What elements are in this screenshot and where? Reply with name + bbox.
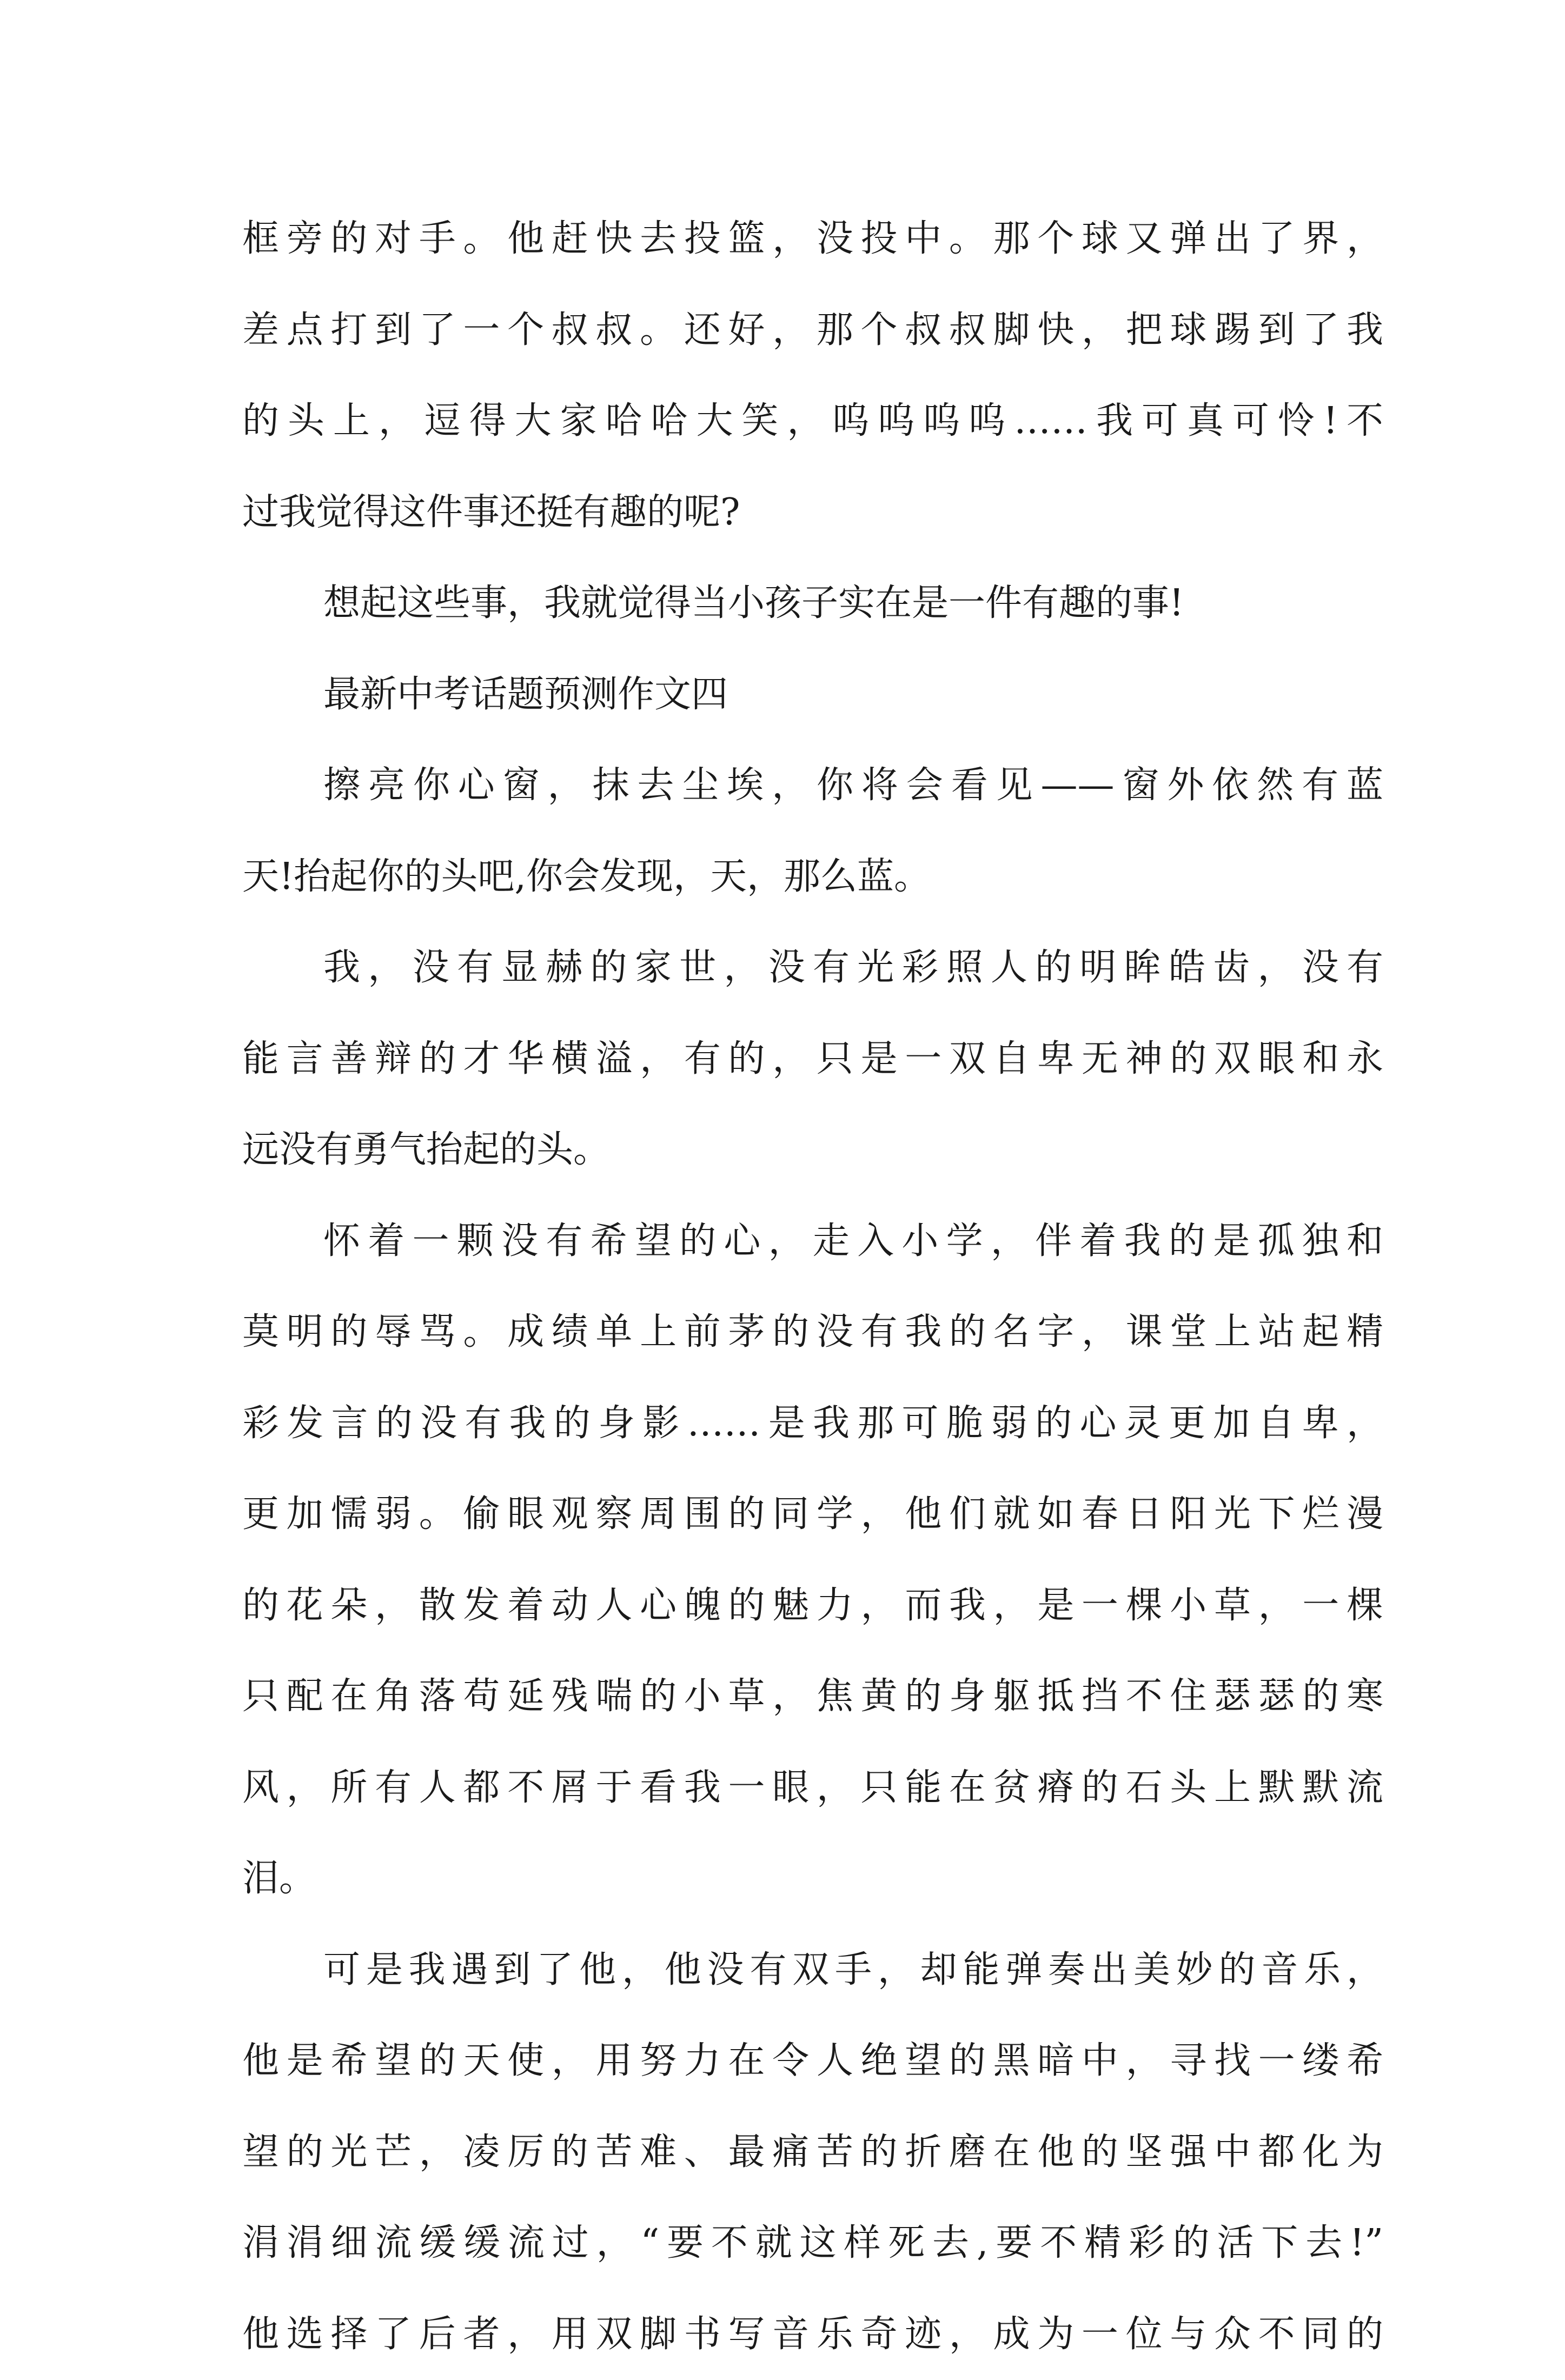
text-line: 远没有勇气抬起的头。 — [242, 1105, 1383, 1196]
text-line: 可是我遇到了他，他没有双手，却能弹奏出美妙的音乐， — [242, 1925, 1383, 2016]
text-line: 望的光芒，凌厉的苦难、最痛苦的折磨在他的坚强中都化为 — [242, 2107, 1383, 2198]
text-line: 最新中考话题预测作文四 — [242, 649, 1383, 741]
text-line: 更加懦弱。偷眼观察周围的同学，他们就如春日阳光下烂漫 — [242, 1469, 1383, 1560]
text-line: 彩发言的没有我的身影……是我那可脆弱的心灵更加自卑， — [242, 1378, 1383, 1470]
text-line: 怀着一颗没有希望的心，走入小学，伴着我的是孤独和 — [242, 1196, 1383, 1287]
essay-body — [242, 194, 1383, 2380]
text-line: 能言善辩的才华横溢，有的，只是一双自卑无神的双眼和永 — [242, 1014, 1383, 1105]
text-line: 他是希望的天使，用努力在令人绝望的黑暗中，寻找一缕希 — [242, 2016, 1383, 2107]
text-line: 差点打到了一个叔叔。还好，那个叔叔脚快，把球踢到了我 — [242, 285, 1383, 376]
text-line: 他选择了后者，用双脚书写音乐奇迹，成为一位与众不同的 — [242, 2289, 1383, 2380]
text-line: 我，没有显赫的家世，没有光彩照人的明眸皓齿，没有 — [242, 922, 1383, 1014]
text-line: 框旁的对手。他赶快去投篮，没投中。那个球又弹出了界， — [242, 194, 1383, 285]
text-line: 擦亮你心窗，抹去尘埃，你将会看见——窗外依然有蓝 — [242, 740, 1383, 832]
text-line: 泪。 — [242, 1833, 1383, 1925]
text-line: 过我觉得这件事还挺有趣的呢? — [242, 467, 1383, 559]
text-line: 的头上，逗得大家哈哈大笑，呜呜呜呜……我可真可怜!不 — [242, 376, 1383, 467]
text-line: 想起这些事，我就觉得当小孩子实在是一件有趣的事! — [242, 558, 1383, 649]
text-line: 天!抬起你的头吧,你会发现，天，那么蓝。 — [242, 832, 1383, 923]
text-line: 的花朵，散发着动人心魄的魅力，而我，是一棵小草，一棵 — [242, 1560, 1383, 1652]
text-line: 涓涓细流缓缓流过，“要不就这样死去,要不精彩的活下去!” — [242, 2198, 1383, 2289]
text-line: 只配在角落苟延残喘的小草，焦黄的身躯抵挡不住瑟瑟的寒 — [242, 1651, 1383, 1743]
text-line: 风，所有人都不屑于看我一眼，只能在贫瘠的石头上默默流 — [242, 1743, 1383, 1834]
text-line: 莫明的辱骂。成绩单上前茅的没有我的名字，课堂上站起精 — [242, 1287, 1383, 1378]
